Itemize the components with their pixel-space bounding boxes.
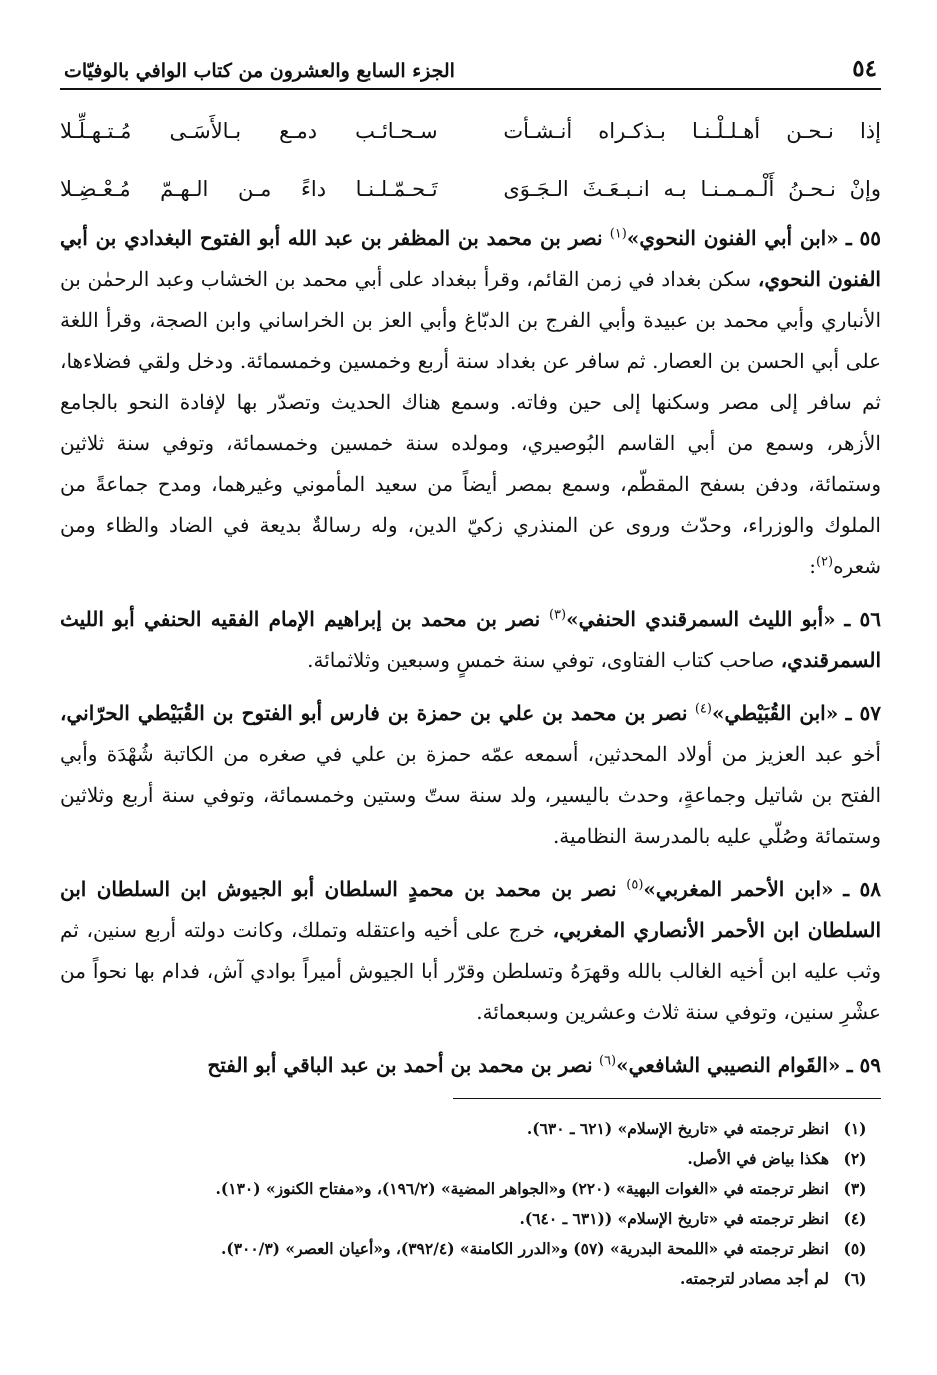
footnote-number: (٥) [843,1238,867,1258]
entry-tail: : [809,554,816,578]
verse-left-hemistich: تَـحـمّـلـنـا داءً مـن الـهـمّ مُـعْـضِـلا [60,177,438,201]
entry-name: «ابن أبي الفنون النحوي» [626,226,839,250]
entry-name: «أبو الليث السمرقندي الحنفي» [566,607,836,631]
verse-left-hemistich: سـحـائـب دمـع بـالأَسَـى مُـتـهـلِّـلا [60,119,438,143]
entry-number: ٥٦ ـ [844,607,882,631]
poem-verse [60,160,881,218]
entry-title: نصر بن محمد بن المظفر بن عبد الله أبو الفتوح البغدادي بن أبي الفنون النحوي، [60,226,881,291]
page-header [60,44,881,90]
footnote-reference: (٥) [626,877,644,893]
footnote-text: انظر ترجمته في «اللمحة البدرية» (٥٧) و«الدرر الكامنة» (٣٩٢/٤)، و«أعيان العصر» (٣٠٠/٣). [220,1238,829,1258]
footnote [60,1113,881,1143]
footnote-text: انظر ترجمته في «الغوات البهية» (٢٢٠) و«الجواهر المضية» (١٩٦/٢)، و«مفتاح الكنوز» (١٣٠). [215,1178,829,1198]
footnote [60,1263,881,1293]
footnote [60,1203,881,1233]
biography-entry [60,693,881,857]
footnote-number: (١) [843,1118,867,1138]
footnote-number: (٦) [843,1268,867,1288]
footnote-text: انظر ترجمته في «تاريخ الإسلام» (٦٢١ ـ ٦٣٠). [526,1118,829,1138]
poem-verse [60,102,881,160]
entry-name: «ابن القُبَيْطي» [711,701,839,725]
entry-number: ٥٨ ـ [843,877,881,901]
page-number: ٥٤ [852,55,877,82]
verse-right-hemistich: وإنْ نـحـنُ أَلْـمـمـنـا بـه انـبـعَـثَ الـجَـوَى [503,177,881,201]
footnote-reference: (١) [609,226,627,242]
biography-entry [60,218,881,587]
footnote [60,1143,881,1173]
entry-title: نصر بن محمد بن أحمد بن عبد الباقي أبو الفتح [207,1053,593,1077]
footnote-number: (٤) [843,1208,867,1228]
footnote-reference: (٦) [598,1053,617,1069]
entry-number: ٥٥ ـ [845,226,882,250]
footnote-text: هكذا بياض في الأصل. [687,1148,829,1168]
biography-entry [60,1045,881,1086]
entry-name: «القَوام النصيبي الشافعي» [616,1053,841,1077]
poem [60,102,881,218]
running-title: الجزء السابع والعشرون من كتاب الوافي بالوفيّات [64,60,455,82]
entry-body: سكن بغداد في زمن القائم، وقرأ ببغداد على أبي محمد بن الخشاب وعبد الرحمٰن بن الأنباري وأبي محمد بن عبيدة وأبي الفرج بن الدبّاغ وأبي العز بن الخراساني وابن الصجة، وقرأ اللغة على أبي الحسن بن العصار. ثم سافر عن بغداد سنة أربع وخمسين وخمسمائة. ودخل ولقي فضلاءها، ثم سافر إلى مصر وسكنها إلى حين وفاته. وسمع هناك الحديث وتصدّر بها لإفادة النحو بالجامع الأزهر، وسمع من أبي القاسم البُوصيري، ومولده سنة خمسين وخمسمائة، وتوفي سنة ثلاثين وستمائة، ودفن بسفح المقطّم، وسمع بمصر أيضاً من سعيد المأموني وغيرهما، ومدح جماعةً من الملوك والوزراء، وحدّث وروى عن المنذري زكيّ الدين، وله رسالةٌ بديعة في الضاد والظاء ومن شعره [60,267,881,578]
verse-right-hemistich: إذا نـحـن أهـلـلْـنـا بـذكـراه أنـشـأت [503,119,881,143]
footnote-reference: (٤) [694,701,712,717]
entry-body: خرج على أخيه واعتقله وتملك، وكانت دولته أربع سنين، ثم وثب عليه ابن أخيه الغالب بالله وقهرَهُ وتسلطن وقرّر أبا الجيوش أميراً بوادي آش، فدام بها نحواً من عشْرِ سنين، وتوفي سنة ثلاث وعشرين وسبعمائة. [60,918,881,1024]
entry-body: أخو عبد العزيز من أولاد المحدثين، أسمعه عمّه حمزة بن علي في صغره من الكاتبة شُهْدَة وأبي الفتح بن شاتيل وجماعةٍ، وحدث باليسير، ولد سنة ستّ وستين وخمسمائة، وتوفي سنة أربع وثلاثين وستمائة وصُلّي عليه بالمدرسة النظامية. [60,742,881,848]
entry-name: «ابن الأحمر المغربي» [643,877,834,901]
footnote-divider [453,1098,881,1099]
biography-entry [60,599,881,681]
footnote-reference: (٣) [548,607,567,623]
footnote-number: (٣) [843,1178,867,1198]
entry-title: نصر بن محمد بن محمدٍ السلطان أبو الجيوش ابن السلطان ابن السلطان ابن الأحمر الأنصاري المغربي، [60,877,881,942]
biography-entry [60,869,881,1033]
footnote-text: انظر ترجمته في «تاريخ الإسلام» ((٦٣١ ـ ٦٤٠). [519,1208,829,1228]
footnote-reference: (٢) [815,554,834,570]
entry-body: صاحب كتاب الفتاوى، توفي سنة خمسٍ وسبعين وثلاثمائة. [307,648,775,672]
footnote-number: (٢) [843,1148,867,1168]
entry-title: نصر بن محمد بن إبراهيم الإمام الفقيه الحنفي أبو الليث السمرقندي، [60,607,881,672]
entry-number: ٥٩ ـ [846,1053,881,1077]
footnote-text: لم أجد مصادر لترجمته. [680,1268,829,1288]
footnote [60,1173,881,1203]
entry-title: نصر بن محمد بن علي بن حمزة بن فارس أبو الفتوح بن القُبَيْطي الحرّاني، [60,701,688,725]
footnotes [60,1113,881,1293]
footnote [60,1233,881,1263]
entry-number: ٥٧ ـ [845,701,882,725]
